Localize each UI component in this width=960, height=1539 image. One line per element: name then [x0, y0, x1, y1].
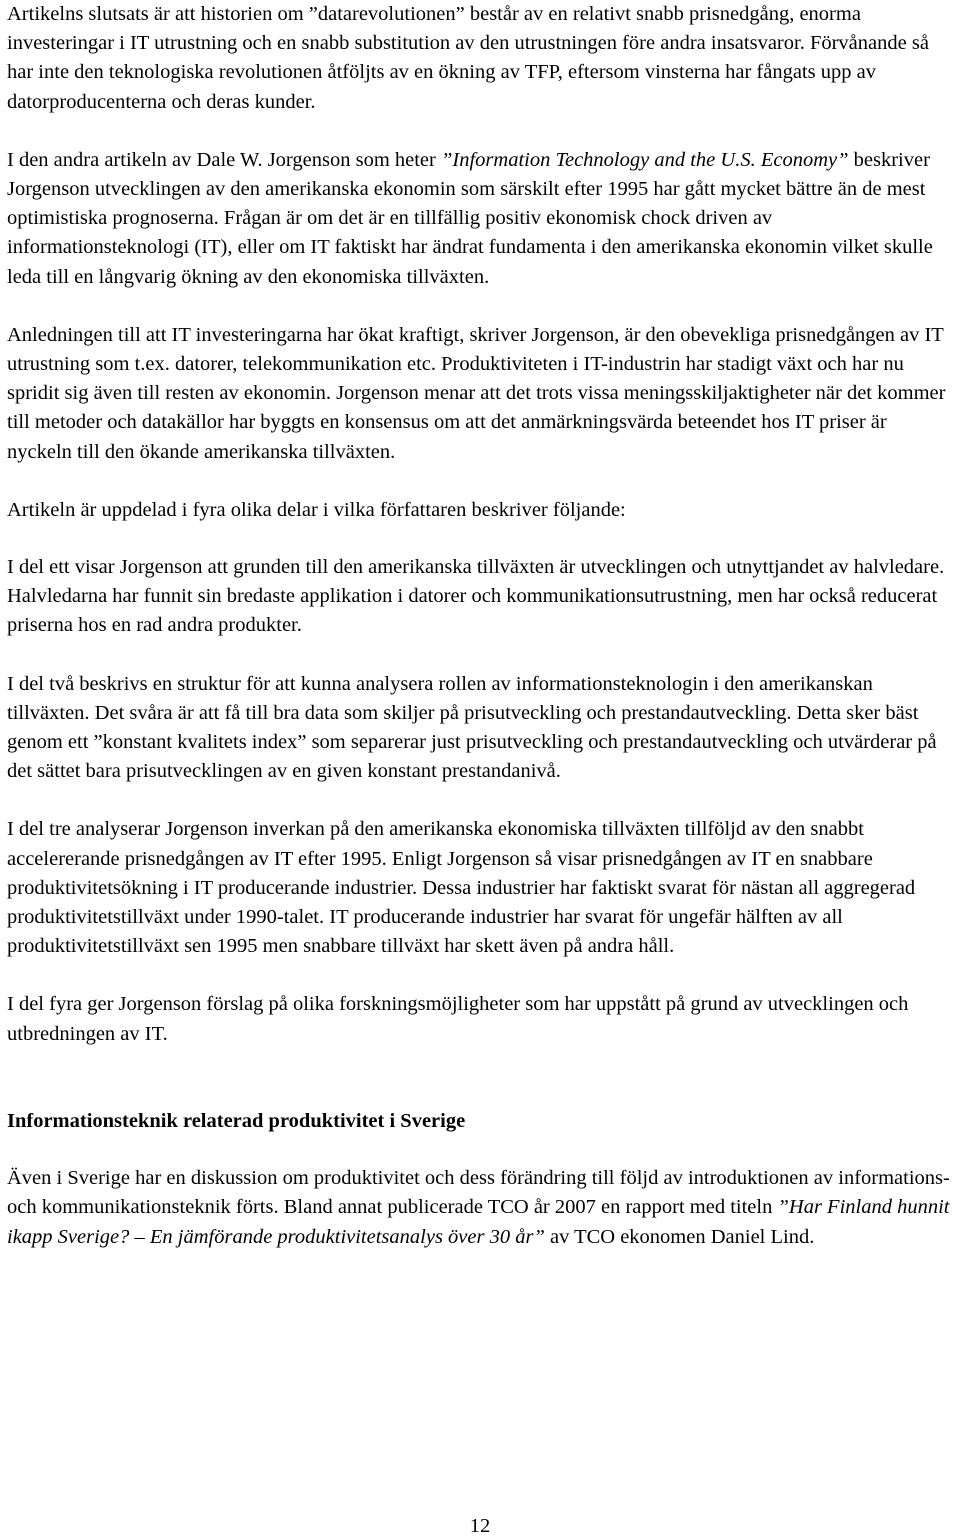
paragraph-part-four: I del fyra ger Jorgenson förslag på olika forskningsmöjligheter som har uppstått på grund av utvecklingen och utbredningen av IT.: [7, 993, 909, 1045]
paragraph-part-one: I del ett visar Jorgenson att grunden till den amerikanska tillväxten är utvecklingen och utnyttjandet av halvledare. Halvledarna har funnit sin bredaste applikation i datorer och kommunikationsutrustning, men har också reducerat priserna hos en rad andra produkter.: [7, 556, 945, 637]
paragraph-sweden-end: av TCO ekonomen Daniel Lind.: [544, 1225, 815, 1248]
paragraph-part-three: I del tre analyserar Jorgenson inverkan på den amerikanska ekonomiska tillväxten tillföljd av den snabbt accelererande prisnedgången av IT efter 1995. Enligt Jorgenson så visar prisnedgången av IT en snabbare produktivitetsökning i IT producerande industrier. Dessa industrier har faktiskt svarat för nästan all aggregerad produktivitetstillväxt under 1990-talet. IT producerande industrier har svarat för ungefär hälften av all produktivitetstillväxt sen 1995 men snabbare tillväxt har skett även på andra håll.: [7, 818, 916, 958]
paragraph-second-article-intro: I den andra artikeln av Dale W. Jorgenson som heter: [7, 148, 441, 171]
paragraph-sweden: [7, 1164, 953, 1252]
section-heading: Informationsteknik relaterad produktivitet i Sverige: [7, 1109, 466, 1132]
paragraph-part-two: I del två beskrivs en struktur för att kunna analysera rollen av informationsteknologin i den amerikanskan tillväxten. Det svåra är att få till bra data som skiljer på prisutveckling och prestandautveckling. Detta sker bäst genom ett ”konstant kvalitets index” som separerar just prisutveckling och prestandautveckling och utvärderar på det sättet bara prisutvecklingen av en given konstant prestandanivå.: [7, 672, 937, 783]
page-number: 12: [469, 1515, 491, 1537]
paragraph-sweden-intro: Även i Sverige har en diskussion om produktivitet och dess förändring till följd av introduktionen av informations- och kommunikationsteknik förts. Bland annat publicerade TCO år 2007 en rapport med titeln: [7, 1167, 950, 1219]
document-body: [7, 0, 953, 1281]
paragraph-article-structure: Artikeln är uppdelad i fyra olika delar i vilka författaren beskriver följande:: [7, 498, 626, 521]
article-title-it-economy: ”Information Technology and the U.S. Economy”: [440, 148, 849, 171]
paragraph-conclusion: Artikelns slutsats är att historien om ”datarevolutionen” består av en relativt snabb prisnedgång, enorma investeringar i IT utrustning och en snabb substitution av den utrustningen före andra insatsvaror. Förvånande så har inte den teknologiska revolutionen åtföljts av en ökning av TFP, eftersom vinsterna har fångats upp av datorproducenterna och deras kunder.: [7, 3, 929, 113]
paragraph-second-article: [7, 146, 953, 292]
report-title-tco: ”Har Finland hunnit ikapp Sverige? – En jämförande produktivitetsanalys över 30 år”: [7, 1196, 950, 1248]
paragraph-second-article-body: beskriver Jorgenson utvecklingen av den amerikanska ekonomin som särskilt efter 1995 har gått mycket bättre än de mest optimistiska prognoserna. Frågan är om det är en tillfällig positiv ekonomisk chock driven av informationsteknologi (IT), eller om IT faktiskt har ändrat fundamenta i den amerikanska ekonomin vilket skulle leda till en långvarig ökning av den ekonomiska tillväxten.: [7, 148, 933, 288]
paragraph-investment-reason: Anledningen till att IT investeringarna har ökat kraftigt, skriver Jorgenson, är den obevekliga prisnedgången av IT utrustning som t.ex. datorer, telekommunikation etc. Produktiviteten i IT-industrin har stadigt växt och har nu spridit sig även till resten av ekonomin. Jorgenson menar att det trots vissa meningsskiljaktigheter när det kommer till metoder och datakällor har byggts en konsensus om att det anmärkningsvärda beteendet hos IT priser är nyckeln till den ökande amerikanska tillväxten.: [7, 323, 946, 463]
